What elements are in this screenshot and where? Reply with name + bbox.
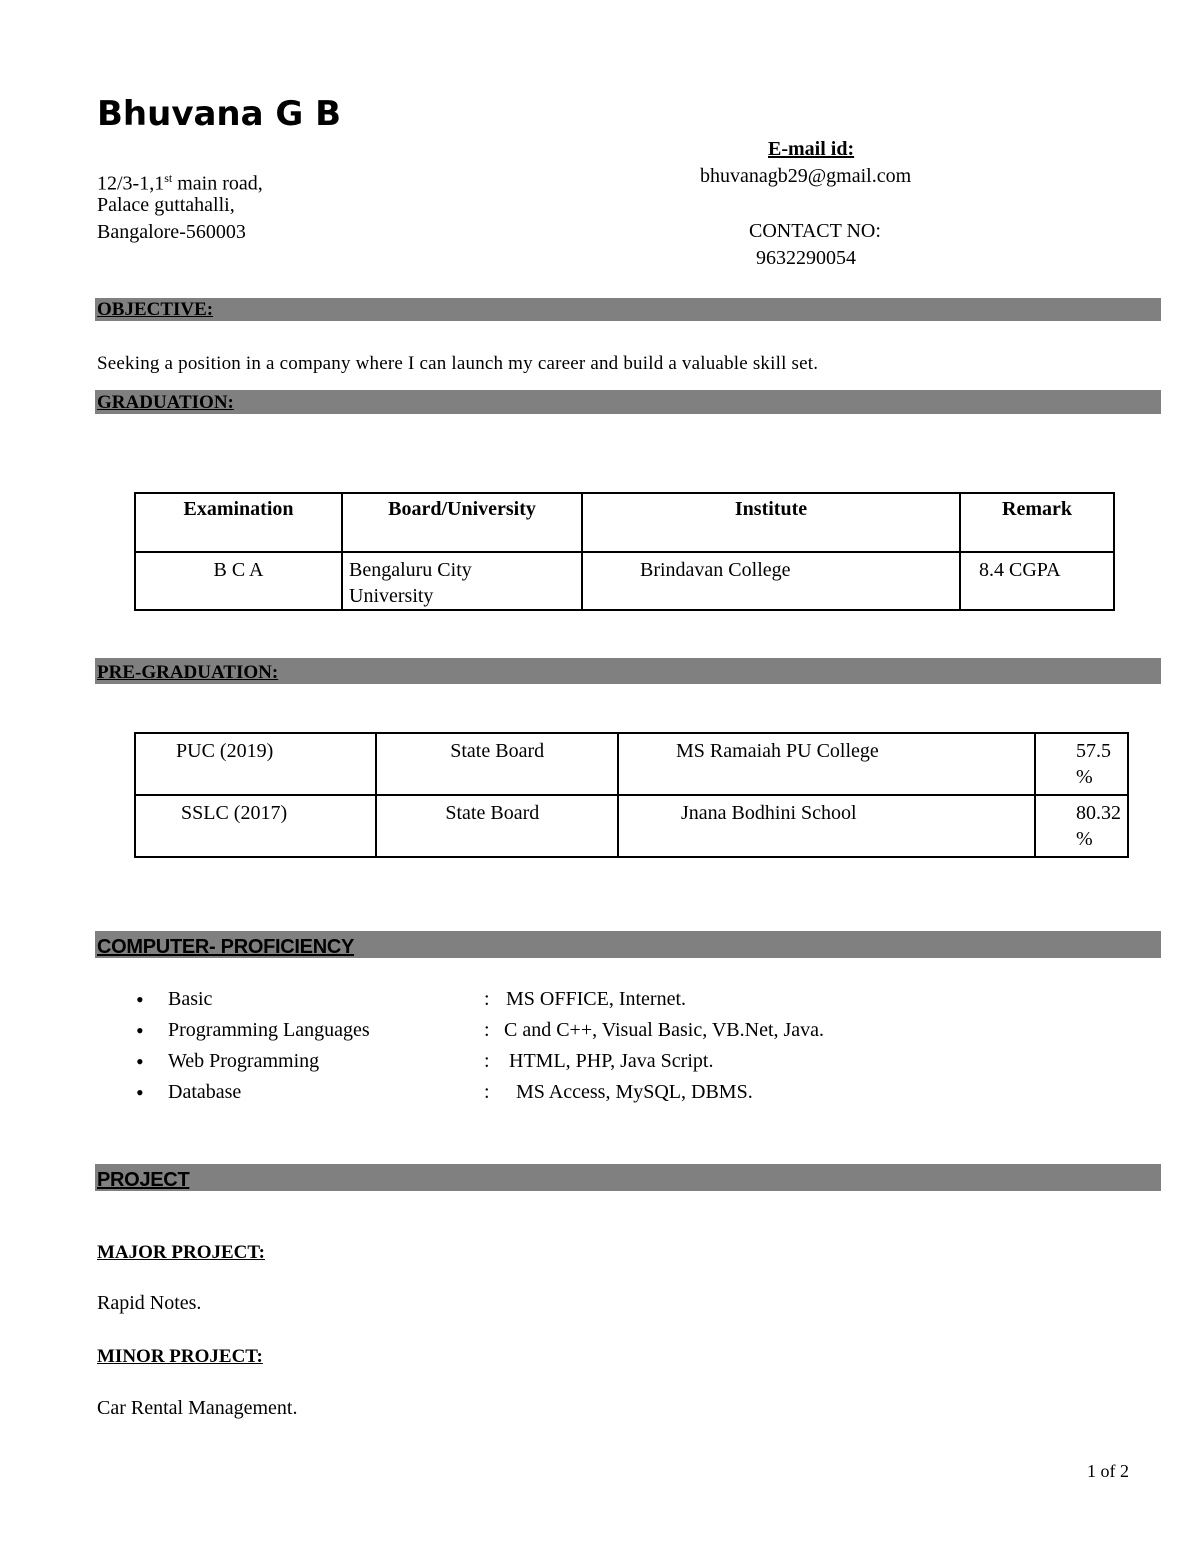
address-line-3: Bangalore-560003 bbox=[97, 221, 246, 243]
cell-examination: B C A bbox=[135, 552, 342, 610]
skill-colon: : bbox=[484, 1050, 490, 1072]
cell-examination: SSLC (2017) bbox=[135, 795, 376, 857]
contact-value: 9632290054 bbox=[756, 247, 856, 269]
pre-graduation-table bbox=[134, 732, 1129, 858]
cell-board: Bengaluru City University bbox=[342, 552, 582, 610]
minor-project-value: Car Rental Management. bbox=[97, 1397, 298, 1419]
skill-value: HTML, PHP, Java Script. bbox=[509, 1050, 714, 1072]
address-line-1-sup: st bbox=[164, 171, 173, 185]
bullet-icon: • bbox=[136, 987, 144, 1012]
skill-value: MS OFFICE, Internet. bbox=[506, 988, 686, 1010]
table-header-row bbox=[135, 493, 1114, 552]
page-number: 1 of 2 bbox=[1087, 1461, 1129, 1481]
skill-colon: : bbox=[484, 1019, 490, 1041]
candidate-name: Bhuvana G B bbox=[97, 94, 342, 134]
major-project-label: MAJOR PROJECT: bbox=[97, 1242, 265, 1263]
graduation-section-bar bbox=[95, 390, 1161, 414]
table-row bbox=[135, 795, 1128, 857]
header-institute: Institute bbox=[582, 493, 960, 552]
email-value: bhuvanagb29@gmail.com bbox=[700, 165, 912, 187]
skill-value: C and C++, Visual Basic, VB.Net, Java. bbox=[504, 1019, 825, 1041]
table-row bbox=[135, 552, 1114, 610]
header-examination: Examination bbox=[135, 493, 342, 552]
cell-board: State Board bbox=[376, 795, 618, 857]
computer-proficiency-heading: COMPUTER- PROFICIENCY bbox=[97, 936, 355, 958]
bullet-icon: • bbox=[136, 1049, 144, 1074]
major-project-value: Rapid Notes. bbox=[97, 1292, 202, 1314]
table-row bbox=[135, 733, 1128, 795]
minor-project-label: MINOR PROJECT: bbox=[97, 1346, 263, 1367]
project-section-bar bbox=[95, 1164, 1161, 1191]
header-remark: Remark bbox=[960, 493, 1114, 552]
objective-section-bar bbox=[95, 298, 1161, 321]
cell-institute: Jnana Bodhini School bbox=[618, 795, 1035, 857]
project-heading: PROJECT bbox=[97, 1169, 190, 1191]
graduation-heading: GRADUATION: bbox=[97, 392, 234, 413]
address-line-1-suffix: main road, bbox=[172, 172, 263, 195]
objective-heading: OBJECTIVE: bbox=[97, 299, 214, 320]
computer-proficiency-section-bar bbox=[95, 931, 1161, 958]
cell-examination: PUC (2019) bbox=[135, 733, 376, 795]
address-line-1-prefix: 12/3-1,1 bbox=[97, 172, 165, 195]
bullet-icon: • bbox=[136, 1018, 144, 1043]
pre-graduation-section-bar bbox=[95, 658, 1161, 684]
pre-graduation-heading: PRE-GRADUATION: bbox=[97, 662, 279, 683]
cell-institute: Brindavan College bbox=[582, 552, 960, 610]
cell-remark: 80.32 % bbox=[1035, 795, 1128, 857]
cell-remark: 8.4 CGPA bbox=[960, 552, 1114, 610]
header-board: Board/University bbox=[342, 493, 582, 552]
email-label: E-mail id: bbox=[768, 138, 855, 160]
skill-value: MS Access, MySQL, DBMS. bbox=[516, 1081, 753, 1103]
bullet-icon: • bbox=[136, 1080, 144, 1105]
cell-remark: 57.5 % bbox=[1035, 733, 1128, 795]
skill-label: Programming Languages bbox=[168, 1019, 370, 1041]
cell-institute: MS Ramaiah PU College bbox=[618, 733, 1035, 795]
contact-label: CONTACT NO: bbox=[749, 220, 881, 242]
address-line-2: Palace guttahalli, bbox=[97, 194, 235, 216]
skill-label: Basic bbox=[168, 988, 213, 1010]
skill-label: Database bbox=[168, 1081, 242, 1103]
skill-label: Web Programming bbox=[168, 1050, 320, 1072]
objective-text: Seeking a position in a company where I can launch my career and build a valuable skill set. bbox=[97, 353, 819, 374]
graduation-table bbox=[134, 492, 1115, 611]
skill-colon: : bbox=[484, 988, 490, 1010]
skill-colon: : bbox=[484, 1081, 490, 1103]
cell-board: State Board bbox=[376, 733, 618, 795]
